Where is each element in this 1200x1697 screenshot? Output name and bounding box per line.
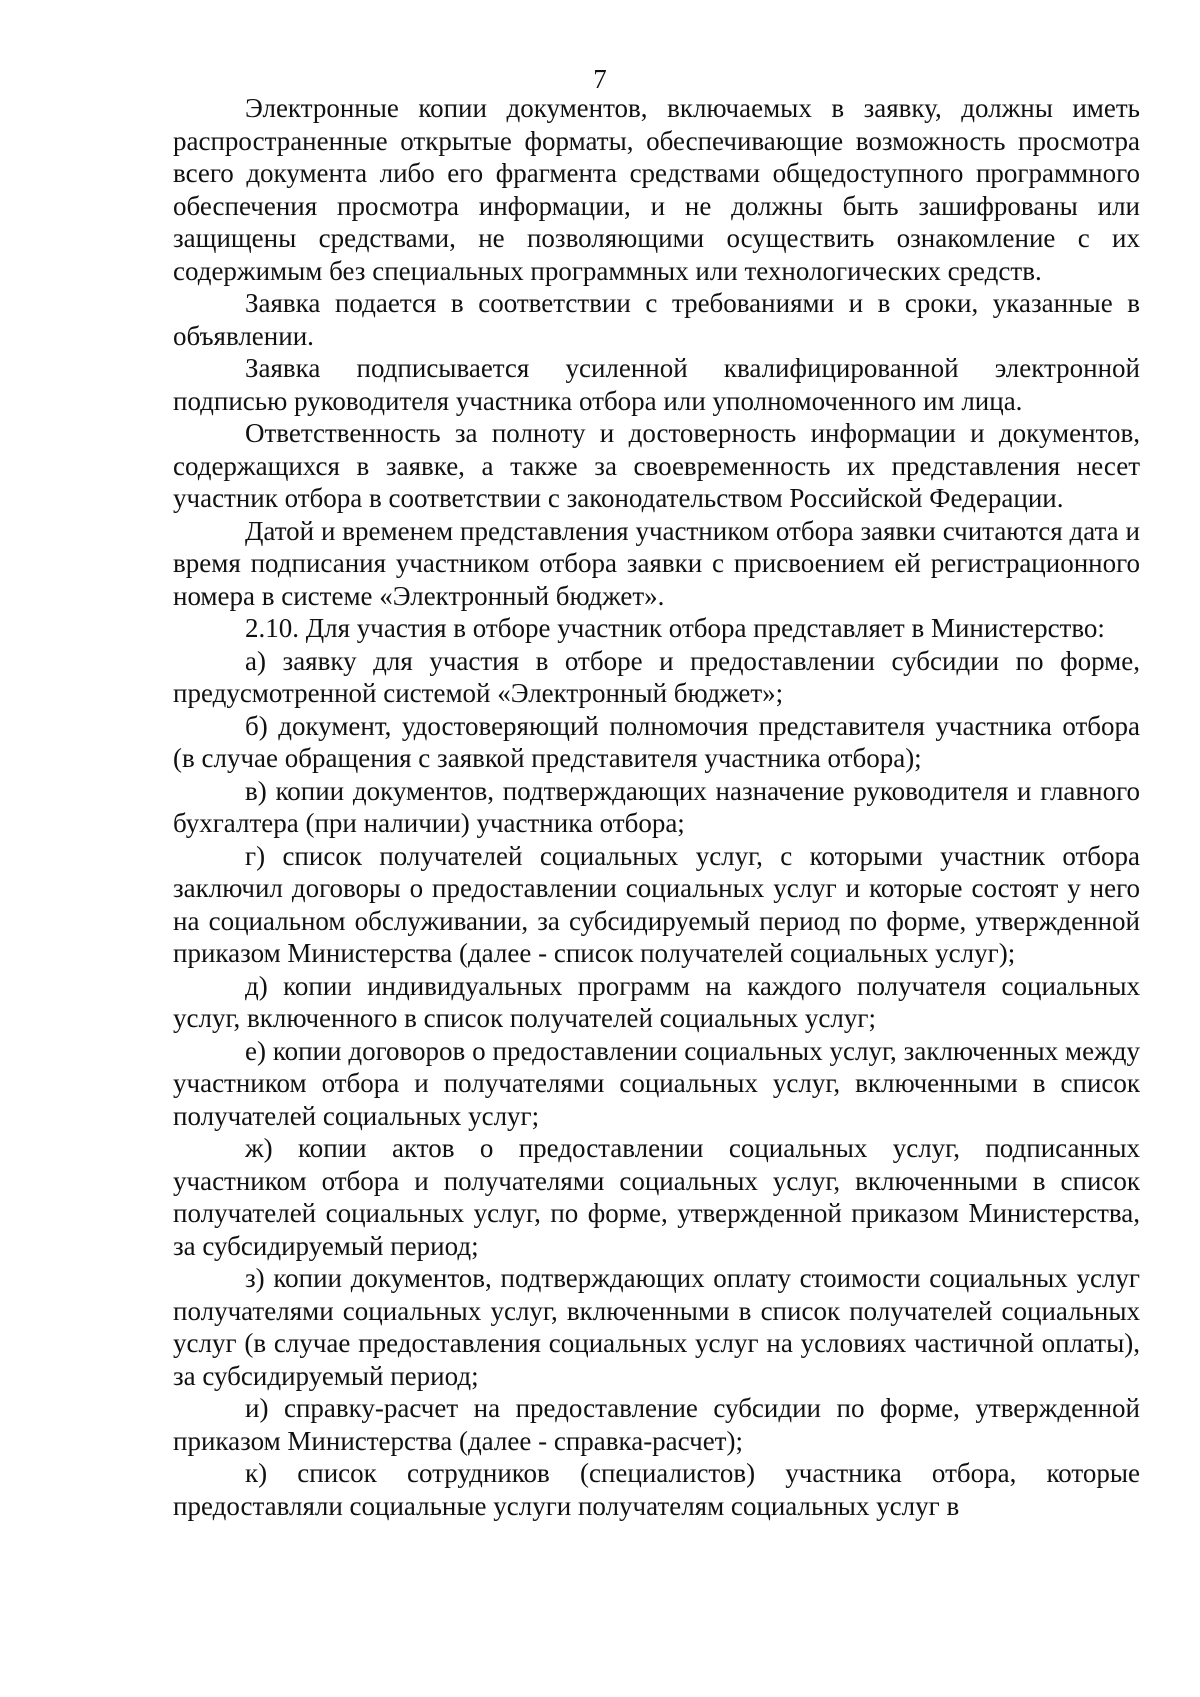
list-item-z: з) копии документов, подтверждающих оплату стоимости социальных услуг получателями социальных услуг, включенными в список получателей социальных услуг (в случае предоставления социальных услуг на условиях частичной оплаты), за субсидируемый период; [173,1263,1140,1391]
list-item-v: в) копии документов, подтверждающих назначение руководителя и главного бухгалтера (при наличии) участника отбора; [173,775,1140,838]
list-item-g: г) список получателей социальных услуг, с которыми участник отбора заключил договоры о предоставлении социальных услуг и которые состоят у него на социальном обслуживании, за субсидируемый период по форме, утвержденной приказом Министерства (далее - список получателей социальных услуг); [173,840,1140,968]
paragraph-section-2-10: 2.10. Для участия в отборе участник отбора представляет в Министерство: [245,613,1105,643]
paragraph-electronic-copies: Электронные копии документов, включаемых в заявку, должны иметь распространенные открытые форматы, обеспечивающие возможность просмотра всего документа либо его фрагмента средствами общедоступного программного обеспечения просмотра информации, и не должны быть зашифрованы или защищены средствами, не позволяющими осуществить ознакомление с их содержимым без специальных программных или технологических средств. [173,93,1140,286]
list-item-k: к) список сотрудников (специалистов) участника отбора, которые предоставляли социальные услуги получателям социальных услуг в [173,1458,1140,1521]
page-number: 7 [593,64,607,94]
list-item-e: е) копии договоров о предоставлении социальных услуг, заключенных между участником отбора и получателями социальных услуг, включенными в список получателей социальных услуг; [173,1035,1140,1131]
document-body [173,92,1140,1522]
paragraph-responsibility: Ответственность за полноту и достоверность информации и документов, содержащихся в заявке, а также за своевременность их представления несет участник отбора в соответствии с законодательством Российской Федерации. [173,418,1140,513]
paragraph-signature: Заявка подписывается усиленной квалифицированной электронной подписью руководителя участника отбора или уполномоченного им лица. [173,353,1140,416]
paragraph-submission-terms: Заявка подается в соответствии с требованиями и в сроки, указанные в объявлении. [173,288,1140,351]
paragraph-submission-date: Датой и временем представления участником отбора заявки считаются дата и время подписания участником отбора заявки с присвоением ей регистрационного номера в системе «Электронный бюджет». [173,515,1140,611]
list-item-b: б) документ, удостоверяющий полномочия представителя участника отбора (в случае обращения с заявкой представителя участника отбора); [173,710,1140,773]
list-item-zh: ж) копии актов о предоставлении социальных услуг, подписанных участником отбора и получателями социальных услуг, включенными в список получателей социальных услуг, по форме, утвержденной приказом Министерства, за субсидируемый период; [173,1133,1140,1261]
list-item-d: д) копии индивидуальных программ на каждого получателя социальных услуг, включенного в список получателей социальных услуг; [173,970,1140,1033]
list-item-i: и) справку-расчет на предоставление субсидии по форме, утвержденной приказом Министерства (далее - справка-расчет); [173,1393,1140,1456]
list-item-a: а) заявку для участия в отборе и предоставлении субсидии по форме, предусмотренной системой «Электронный бюджет»; [173,645,1140,708]
